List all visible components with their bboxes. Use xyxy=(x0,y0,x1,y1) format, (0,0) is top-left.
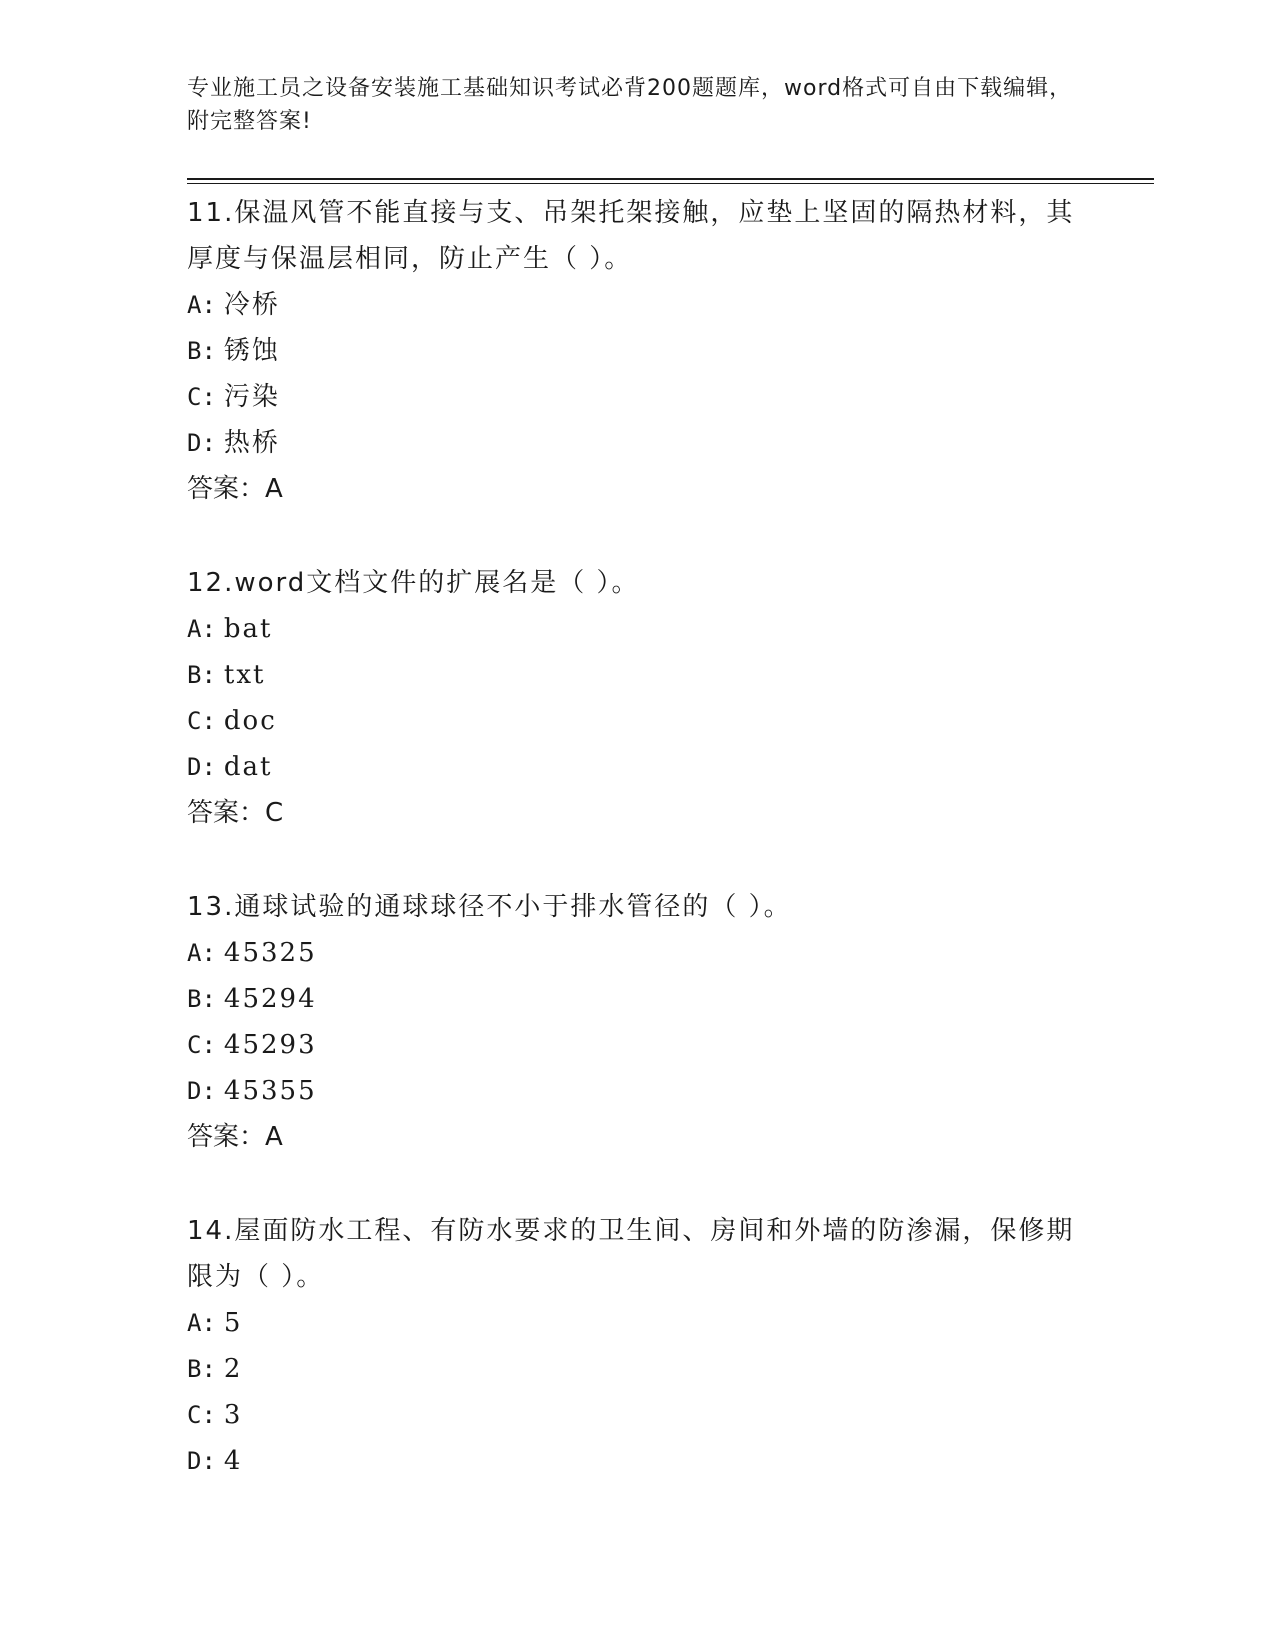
option-b xyxy=(187,976,1087,1022)
option-letter: B: xyxy=(187,1355,216,1383)
option-d xyxy=(187,744,1087,790)
option-text: 3 xyxy=(223,1400,243,1430)
question-list xyxy=(187,188,1087,1530)
option-text: 锈蚀 xyxy=(223,336,280,366)
option-text: dat xyxy=(223,752,273,782)
option-letter: C: xyxy=(187,707,216,735)
question-stem: 14.屋面防水工程、有防水要求的卫生间、房间和外墙的防渗漏，保修期限为（ ）。 xyxy=(187,1216,1075,1292)
option-text: doc xyxy=(223,706,277,736)
option-letter: B: xyxy=(187,985,216,1013)
answer-line: 答案：A xyxy=(187,474,283,504)
option-d xyxy=(187,1068,1087,1114)
option-letter: D: xyxy=(187,1077,216,1105)
option-c xyxy=(187,698,1087,744)
answer-line: 答案：A xyxy=(187,1122,283,1152)
option-b xyxy=(187,1346,1087,1392)
document-header: 专业施工员之设备安装施工基础知识考试必背200题题库，word格式可自由下载编辑，附完整答案! xyxy=(187,76,1073,134)
header-divider-thick xyxy=(187,178,1154,180)
option-a xyxy=(187,1300,1087,1346)
option-letter: C: xyxy=(187,1031,216,1059)
option-c xyxy=(187,374,1087,420)
question-14 xyxy=(187,1206,1087,1484)
option-d xyxy=(187,420,1087,466)
option-text: 45293 xyxy=(223,1030,317,1060)
option-letter: D: xyxy=(187,753,216,781)
option-text: 4 xyxy=(223,1446,243,1476)
option-text: 45294 xyxy=(223,984,317,1014)
option-text: txt xyxy=(223,660,266,690)
option-letter: D: xyxy=(187,1447,216,1475)
option-letter: A: xyxy=(187,1309,216,1337)
option-letter: A: xyxy=(187,615,216,643)
answer-line: 答案：C xyxy=(187,798,284,828)
option-text: 45325 xyxy=(223,938,317,968)
option-c xyxy=(187,1392,1087,1438)
option-text: 45355 xyxy=(223,1076,317,1106)
option-a xyxy=(187,282,1087,328)
option-letter: A: xyxy=(187,291,216,319)
question-stem: 11.保温风管不能直接与支、吊架托架接触，应垫上坚固的隔热材料，其厚度与保温层相同，防止产生（ ）。 xyxy=(187,198,1075,274)
option-letter: C: xyxy=(187,1401,216,1429)
question-stem: 13.通球试验的通球球径不小于排水管径的（ ）。 xyxy=(187,892,792,922)
option-text: bat xyxy=(223,614,273,644)
option-letter: A: xyxy=(187,939,216,967)
option-a xyxy=(187,606,1087,652)
option-c xyxy=(187,1022,1087,1068)
option-b xyxy=(187,652,1087,698)
option-letter: B: xyxy=(187,337,216,365)
option-text: 冷桥 xyxy=(223,290,280,320)
header-divider-thin xyxy=(187,183,1154,184)
option-letter: C: xyxy=(187,383,216,411)
question-12 xyxy=(187,558,1087,836)
option-letter: B: xyxy=(187,661,216,689)
question-13 xyxy=(187,882,1087,1160)
option-text: 5 xyxy=(223,1308,243,1338)
option-letter: D: xyxy=(187,429,216,457)
option-a xyxy=(187,930,1087,976)
option-text: 热桥 xyxy=(223,428,280,458)
question-stem: 12.word文档文件的扩展名是（ ）。 xyxy=(187,568,640,598)
question-11 xyxy=(187,188,1087,512)
option-b xyxy=(187,328,1087,374)
option-text: 2 xyxy=(223,1354,243,1384)
option-text: 污染 xyxy=(223,382,280,412)
option-d xyxy=(187,1438,1087,1484)
